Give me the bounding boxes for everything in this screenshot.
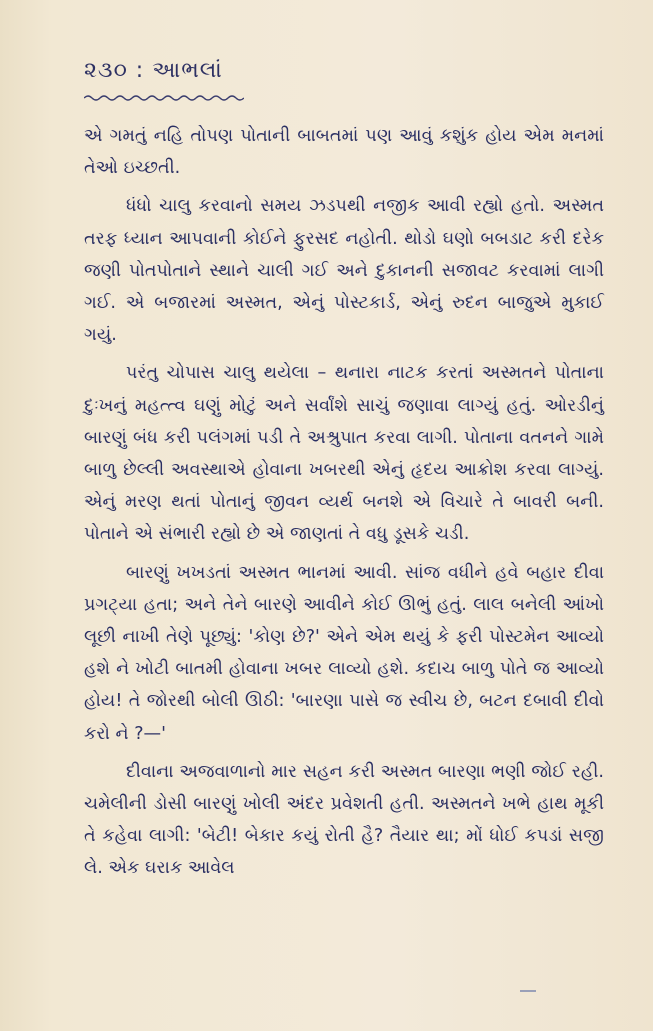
paragraph: પરંતુ ચોપાસ ચાલુ થયેલા – થનારા નાટક કરતાં અસ્મતને પોતાના દુઃખનું મહત્ત્વ ઘણું મોટું અને સર્વાંશે સાચું જણાવા લાગ્યું હતું. ઓરડીનું બારણું બંધ કરી પલંગમાં પડી તે અશ્રુપાત કરવા લાગી. પોતાના વતનને ગામે બાળુ છેલ્લી અવસ્થાએ હોવાના ખબરથી એનું હૃદય આક્રોશ કરવા લાગ્યું. એનું મરણ થતાં પોતાનું જીવન વ્યર્થ બનશે એ વિચારે તે બાવરી બની. પોતાને એ સંભારી રહ્યો છે એ જાણતાં તે વધુ ડૂસકે ચડી. xyxy=(84,363,604,545)
paragraph: બારણું ખખડતાં અસ્મત ભાનમાં આવી. સાંજ વધીને હવે બહાર દીવા પ્રગટ્યા હતા; અને તેને બારણે આવીને કોઈ ઊભું હતું. લાલ બનેલી આંખો લૂછી નાખી તેણે પૂછ્યું: 'કોણ છે?' એને એમ થયું કે ફરી પોસ્ટમેન આવ્યો હશે ને ખોટી બાતમી હોવાના ખબર લાવ્યો હશે. કદાચ બાળુ પોતે જ આવ્યો હોય! તે જોરથી બોલી ઊઠી: 'બારણા પાસે જ સ્વીચ છે, બટન દબાવી દીવો કરો ને ?—' xyxy=(84,562,604,744)
printer-mark xyxy=(520,990,536,992)
body-text xyxy=(84,120,604,891)
paragraph: દીવાના અજવાળાનો માર સહન કરી અસ્મત બારણા ભણી જોઈ રહી. ચમેલીની ડોસી બારણું ખોલી અંદર પ્રવેશતી હતી. અસ્મતને ખભે હાથ મૂકી તે કહેવા લાગી: 'બેટી! બેકાર કયું રોતી હૈ? તૈયાર થા; મોં ધોઈ કપડાં સજી લે. એક ઘરાક આવેલ xyxy=(84,761,604,879)
page-header: ૨૩૦ : આભલાં xyxy=(84,58,223,83)
paragraph: ધંધો ચાલુ કરવાનો સમય ઝડપથી નજીક આવી રહ્યો હતો. અસ્મત તરફ ધ્યાન આપવાની કોઈને ફુરસદ નહોતી. થોડો ઘણો બબડાટ કરી દરેક જણી પોતપોતાને સ્થાને ચાલી ગઈ અને દુકાનની સજાવટ કરવામાં લાગી ગઈ. એ બજારમાં અસ્મત, એનું પોસ્ટકાર્ડ, એનું રુદન બાજુએ મુકાઈ ગયું. xyxy=(84,196,604,346)
paragraph: એ ગમતું નહિ તોપણ પોતાની બાબતમાં પણ આવું કશુંક હોય એમ મનમાં તેઓ ઇચ્છતી. xyxy=(84,126,604,179)
decorative-squiggle xyxy=(84,93,244,103)
